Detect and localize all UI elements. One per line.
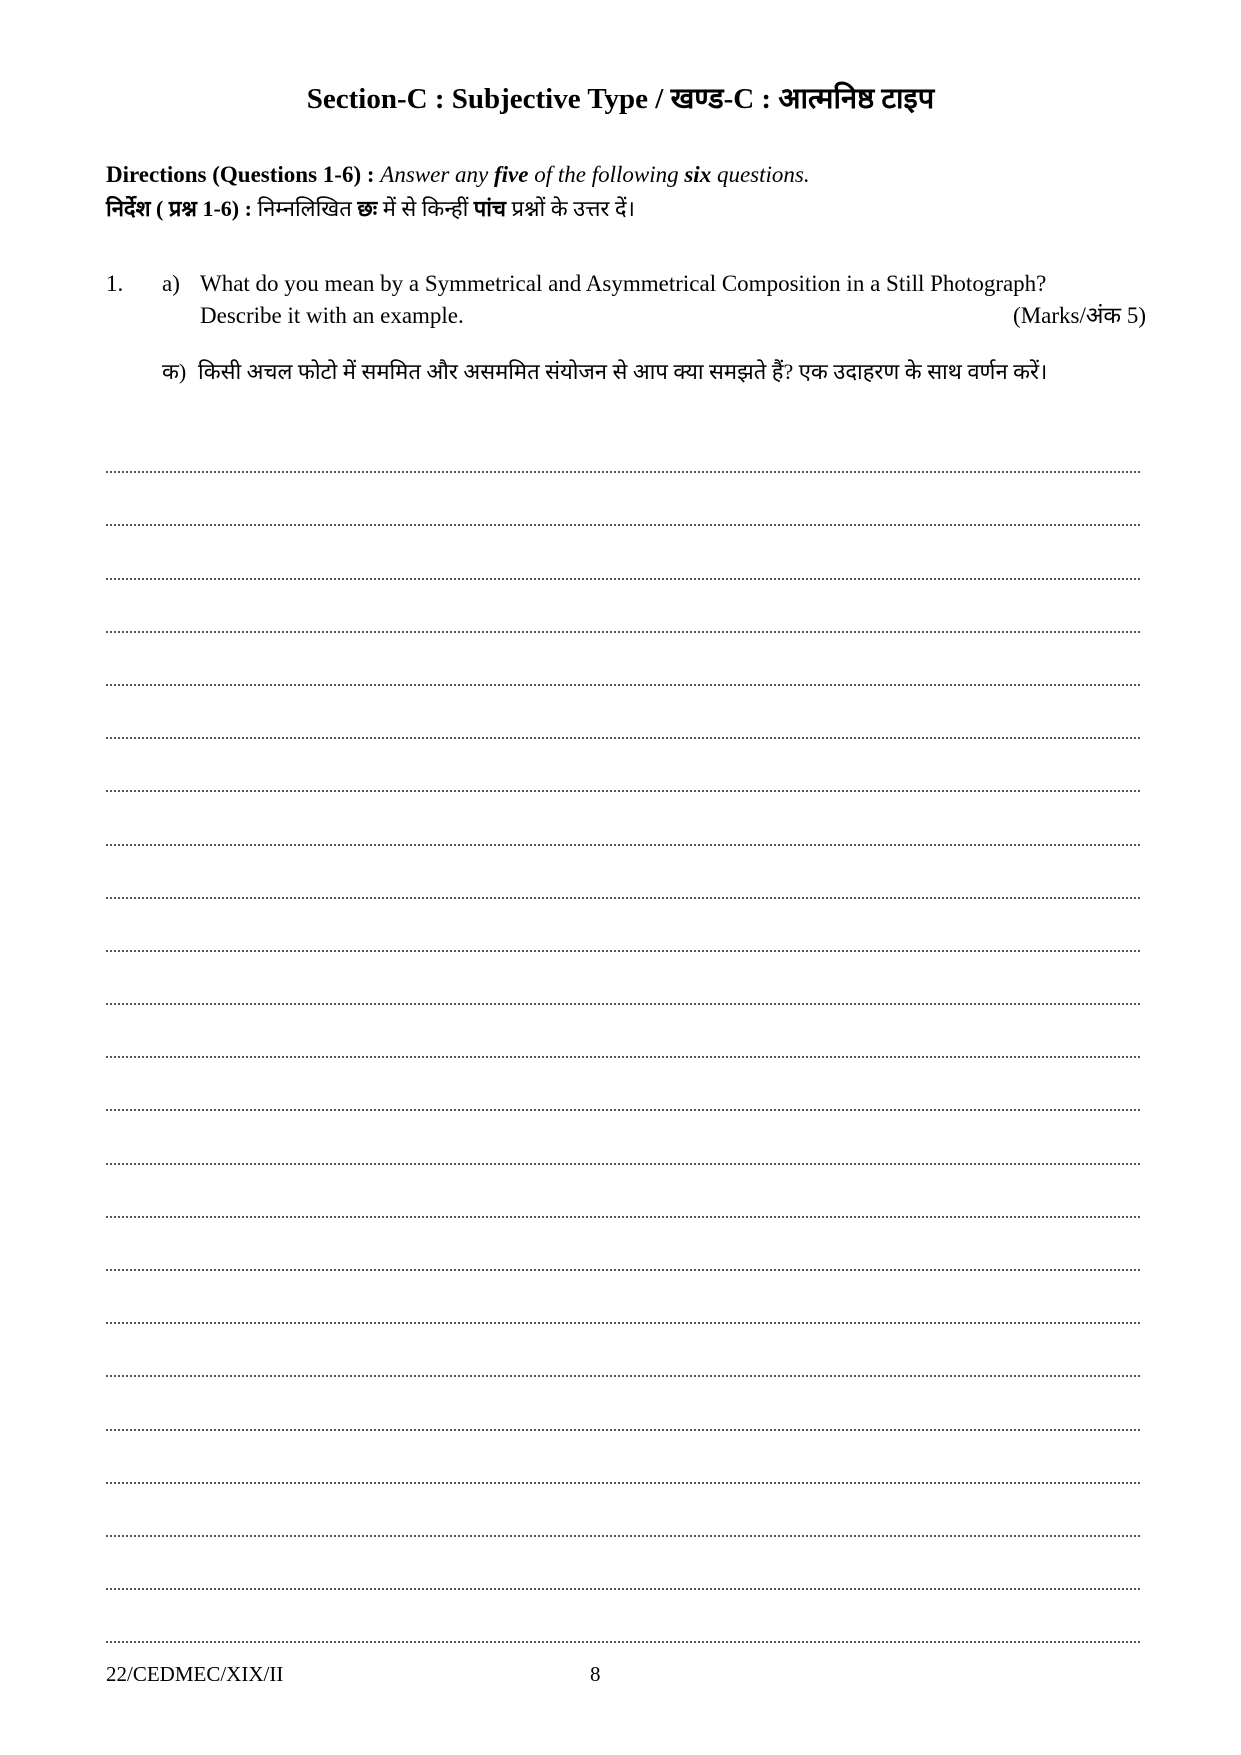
answer-line[interactable]: [106, 1431, 1140, 1484]
answer-line[interactable]: [106, 952, 1140, 1005]
answer-line[interactable]: [106, 1218, 1140, 1271]
question-1-hindi: [162, 352, 1146, 392]
question-text-line-2-text: Describe it with an example.: [200, 303, 464, 328]
directions-hi-bold-2: पांच: [473, 196, 506, 221]
directions-block: [106, 158, 1146, 226]
answer-line[interactable]: [106, 633, 1140, 686]
answer-line[interactable]: [106, 739, 1140, 792]
answer-line[interactable]: [106, 899, 1140, 952]
directions-hi-text-1: निम्नलिखित: [257, 196, 352, 221]
directions-en-label: Directions (Questions 1-6) :: [106, 162, 375, 187]
answer-line[interactable]: [106, 686, 1140, 739]
answer-line[interactable]: [106, 846, 1140, 899]
directions-hi-text-2: में से किन्हीं: [382, 196, 469, 221]
answer-line[interactable]: [106, 1484, 1140, 1537]
directions-en-text-2: of the following: [534, 162, 679, 187]
page-number: 8: [590, 1662, 601, 1686]
paper-code: 22/CEDMEC/XIX/II: [106, 1662, 284, 1686]
question-text: [200, 268, 1146, 332]
directions-en-text-3: questions.: [716, 162, 810, 187]
answer-lines-area[interactable]: [106, 420, 1140, 1643]
question-1: [106, 268, 1146, 336]
question-text-line-2: [200, 300, 1146, 332]
answer-line[interactable]: [106, 1324, 1140, 1377]
answer-line[interactable]: [106, 1377, 1140, 1430]
answer-line[interactable]: [106, 526, 1140, 579]
directions-hindi: [106, 192, 1146, 226]
answer-line[interactable]: [106, 420, 1140, 473]
question-number: 1.: [106, 271, 124, 296]
answer-line[interactable]: [106, 473, 1140, 526]
answer-line[interactable]: [106, 1165, 1140, 1218]
answer-line[interactable]: [106, 1537, 1140, 1590]
question-text-line-1: What do you mean by a Symmetrical and Asymmetrical Composition in a Still Photograph?: [200, 271, 1047, 296]
directions-hi-label: निर्देश ( प्रश्न 1-6) :: [106, 196, 252, 221]
section-title: Section-C : Subjective Type / खण्ड-C : आत्मनिष्ठ टाइप: [306, 83, 935, 115]
directions-hi-bold-1: छः: [357, 196, 378, 221]
directions-english: [106, 158, 1146, 192]
answer-line[interactable]: [106, 1058, 1140, 1111]
hindi-question-text: किसी अचल फोटो में सममित और असममित संयोजन से आप क्या समझते हैं? एक उदाहरण के साथ वर्णन करें।: [198, 359, 1048, 384]
directions-en-bold-five: five: [494, 162, 529, 187]
answer-line[interactable]: [106, 1005, 1140, 1058]
answer-line[interactable]: [106, 1111, 1140, 1164]
directions-en-text-1: Answer any: [380, 162, 489, 187]
directions-hi-text-3: प्रश्नों के उत्तर दें।: [511, 196, 635, 221]
hindi-part-label: क): [162, 359, 187, 384]
answer-line[interactable]: [106, 792, 1140, 845]
answer-line[interactable]: [106, 580, 1140, 633]
answer-line[interactable]: [106, 1590, 1140, 1643]
answer-line[interactable]: [106, 1271, 1140, 1324]
directions-en-bold-six: six: [684, 162, 712, 187]
question-part-label: a): [162, 271, 180, 296]
marks-label: (Marks/अंक 5): [1013, 303, 1146, 328]
